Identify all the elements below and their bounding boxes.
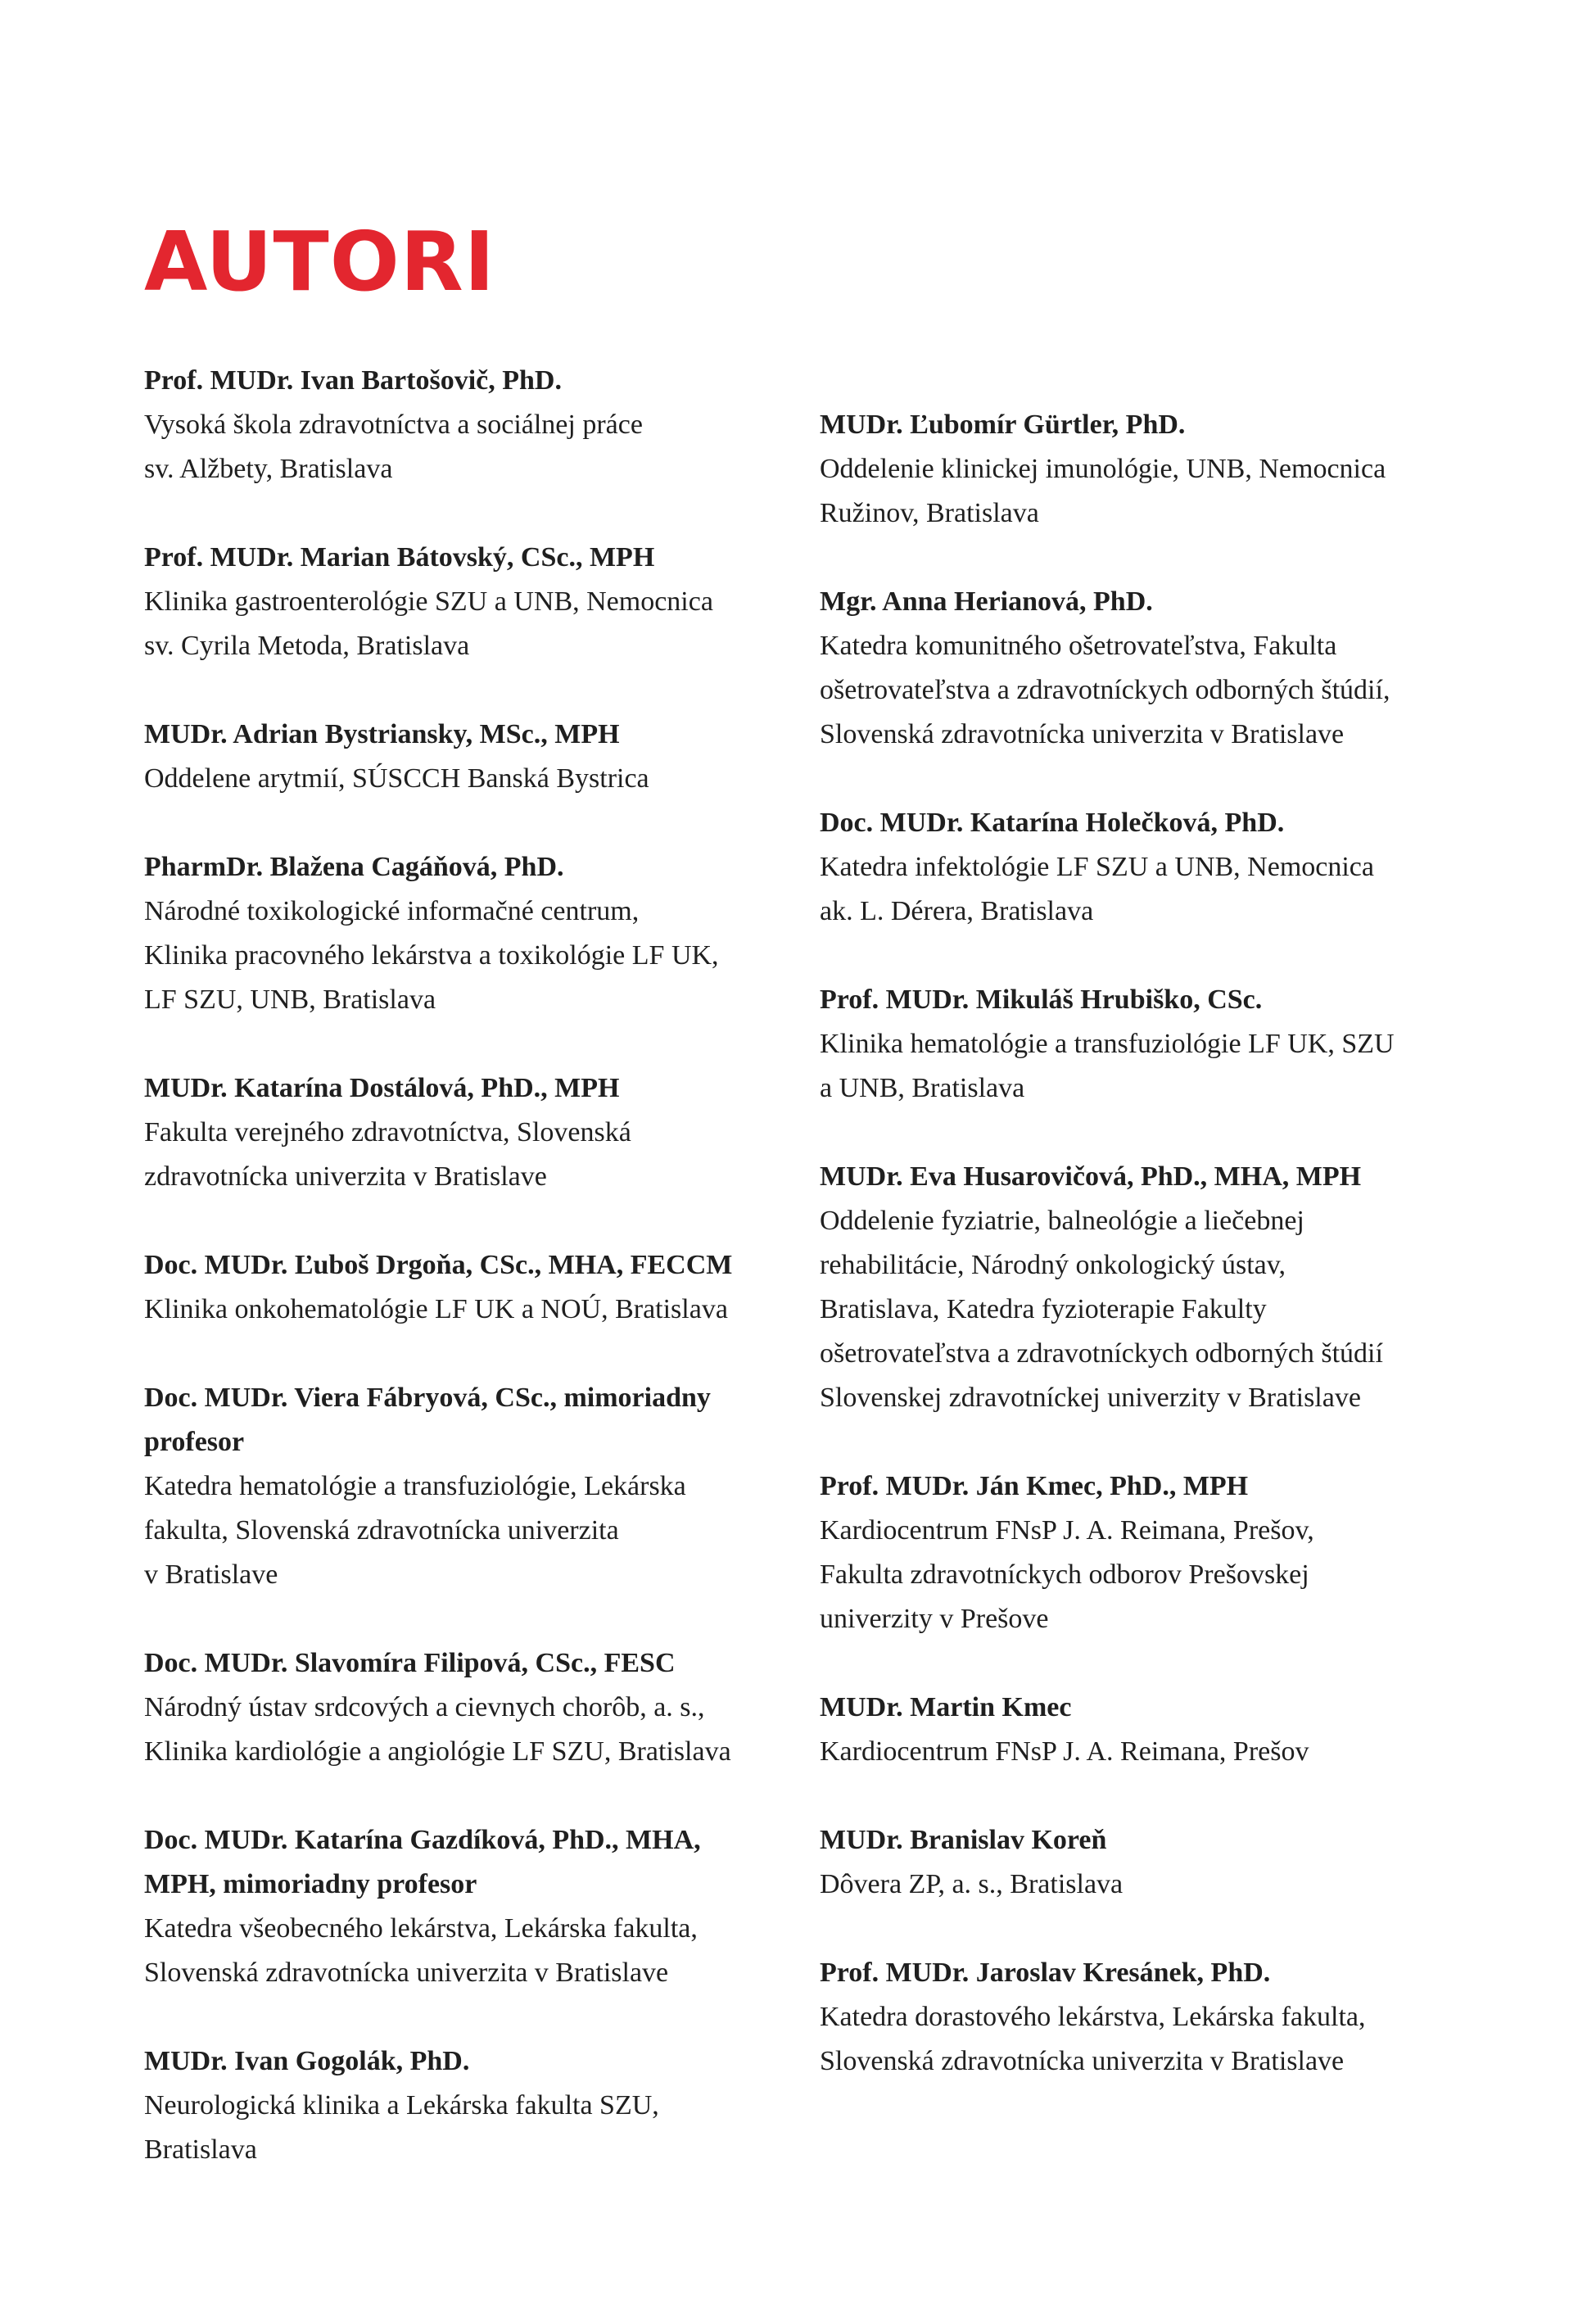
author-entry [144,1641,791,1774]
author-name-line: PharmDr. Blažena Cagáňová, PhD. [144,852,564,882]
author-name-line: Doc. MUDr. Ľuboš Drgoňa, CSc., MHA, FECCM [144,1250,733,1280]
author-affiliation [820,1509,1467,1641]
author-name-line: Prof. MUDr. Ján Kmec, PhD., MPH [820,1471,1249,1501]
author-affiliation-line: Oddelenie klinickej imunológie, UNB, Nemocnica [820,454,1386,484]
author-name [820,1951,1467,1995]
author-affiliation-line: Slovenská zdravotnícka univerzita v Bratislave [820,2046,1345,2076]
author-affiliation-line: Slovenskej zdravotníckej univerzity v Bratislave [820,1383,1361,1413]
author-entry [144,1376,791,1597]
author-name [144,713,791,757]
author-affiliation-line: sv. Alžbety, Bratislava [144,454,393,484]
author-affiliation [144,580,791,668]
author-entry [144,359,791,491]
author-affiliation [820,1730,1467,1774]
author-affiliation [820,1863,1467,1907]
author-name-line: MUDr. Eva Husarovičová, PhD., MHA, MPH [820,1161,1362,1192]
author-affiliation-line: Katedra dorastového lekárstva, Lekárska fakulta, [820,2002,1366,2032]
author-name [820,1464,1467,1509]
author-entry [144,845,791,1022]
author-name-line: Prof. MUDr. Ivan Bartošovič, PhD. [144,365,562,396]
author-entry [144,1066,791,1199]
author-affiliation-line: univerzity v Prešove [820,1604,1049,1634]
author-affiliation [144,757,791,801]
author-name [820,403,1467,447]
author-name-line: Prof. MUDr. Jaroslav Kresánek, PhD. [820,1958,1271,1988]
author-name [144,1243,791,1288]
author-name-line: Doc. MUDr. Katarína Holečková, PhD. [820,808,1285,838]
author-affiliation-line: Bratislava, Katedra fyzioterapie Fakulty [820,1294,1267,1324]
author-affiliation [144,1464,791,1597]
author-name-line: MPH, mimoriadny profesor [144,1869,477,1899]
author-affiliation-line: Klinika pracovného lekárstva a toxikológie LF UK, [144,940,719,971]
author-name-line: MUDr. Martin Kmec [820,1692,1072,1722]
author-name [820,1155,1467,1199]
author-name [144,1376,791,1464]
author-affiliation-line: Klinika kardiológie a angiológie LF SZU, Bratislava [144,1736,731,1767]
author-affiliation-line: v Bratislave [144,1559,278,1590]
author-affiliation-line: Katedra všeobecného lekárstva, Lekárska fakulta, [144,1913,698,1944]
author-affiliation [820,447,1467,536]
author-affiliation-line: Klinika onkohematológie LF UK a NOÚ, Bratislava [144,1294,728,1324]
author-name-line: MUDr. Ivan Gogolák, PhD. [144,2046,470,2076]
author-affiliation-line: rehabilitácie, Národný onkologický ústav, [820,1250,1286,1280]
author-affiliation [820,1022,1467,1111]
author-affiliation-line: Klinika hematológie a transfuziológie LF UK, SZU [820,1029,1395,1059]
author-name-line: Doc. MUDr. Slavomíra Filipová, CSc., FESC [144,1648,676,1678]
author-name [820,1686,1467,1730]
author-entry [144,1243,791,1332]
author-affiliation-line: Fakulta zdravotníckych odborov Prešovskej [820,1559,1309,1590]
right-author-column [820,403,1467,2128]
author-name [144,536,791,580]
author-entry [820,1155,1467,1420]
author-affiliation [820,845,1467,934]
author-affiliation-line: Neurologická klinika a Lekárska fakulta SZU, [144,2090,659,2121]
author-name-line: Mgr. Anna Herianová, PhD. [820,586,1153,617]
author-affiliation-line: LF SZU, UNB, Bratislava [144,984,436,1015]
author-affiliation-line: fakulta, Slovenská zdravotnícka univerzita [144,1515,619,1546]
author-affiliation-line: Klinika gastroenterológie SZU a UNB, Nemocnica [144,586,713,617]
author-entry [144,713,791,801]
author-entry [820,1464,1467,1641]
left-author-column [144,359,791,2216]
author-affiliation-line: ošetrovateľstva a zdravotníckych odborných štúdií, [820,675,1390,705]
author-entry [820,1818,1467,1907]
author-affiliation [144,2084,791,2172]
author-affiliation [144,403,791,491]
author-affiliation [144,1686,791,1774]
author-affiliation-line: sv. Cyrila Metoda, Bratislava [144,631,470,661]
author-entry [144,2039,791,2172]
page-title: AUTORI [144,214,495,310]
author-entry [820,1686,1467,1774]
author-affiliation-line: a UNB, Bratislava [820,1073,1025,1103]
author-affiliation-line: Slovenská zdravotnícka univerzita v Bratislave [820,719,1345,749]
author-name [144,845,791,889]
author-affiliation-line: Národné toxikologické informačné centrum, [144,896,640,926]
author-affiliation [820,624,1467,757]
author-name-line: Prof. MUDr. Mikuláš Hrubiško, CSc. [820,984,1263,1015]
author-name-line: profesor [144,1427,245,1457]
author-affiliation-line: Kardiocentrum FNsP J. A. Reimana, Prešov [820,1736,1309,1767]
author-affiliation-line: Slovenská zdravotnícka univerzita v Bratislave [144,1958,669,1988]
author-affiliation-line: Katedra infektológie LF SZU a UNB, Nemocnica [820,852,1374,882]
author-affiliation-line: Vysoká škola zdravotníctva a sociálnej práce [144,410,643,440]
author-name-line: MUDr. Ľubomír Gürtler, PhD. [820,410,1186,440]
author-affiliation-line: zdravotnícka univerzita v Bratislave [144,1161,547,1192]
author-name [144,1641,791,1686]
author-affiliation-line: Katedra komunitného ošetrovateľstva, Fakulta [820,631,1337,661]
author-name-line: MUDr. Katarína Dostálová, PhD., MPH [144,1073,620,1103]
author-name [820,580,1467,624]
author-affiliation [820,1995,1467,2084]
author-affiliation [144,1907,791,1995]
author-name-line: Doc. MUDr. Katarína Gazdíková, PhD., MHA, [144,1825,701,1855]
author-affiliation [820,1199,1467,1420]
author-affiliation-line: Oddelene arytmií, SÚSCCH Banská Bystrica [144,763,649,794]
author-affiliation-line: Oddelenie fyziatrie, balneológie a liečebnej [820,1206,1304,1236]
author-affiliation [144,1111,791,1199]
author-entry [144,1818,791,1995]
author-name [820,978,1467,1022]
author-affiliation-line: Kardiocentrum FNsP J. A. Reimana, Prešov, [820,1515,1314,1546]
author-entry [820,580,1467,757]
author-entry [820,403,1467,536]
author-affiliation [144,1288,791,1332]
author-name [144,1818,791,1907]
author-name [144,359,791,403]
author-entry [820,801,1467,934]
author-name [144,1066,791,1111]
author-name-line: Doc. MUDr. Viera Fábryová, CSc., mimoriadny [144,1383,711,1413]
author-name-line: MUDr. Branislav Koreň [820,1825,1107,1855]
author-affiliation-line: Katedra hematológie a transfuziológie, Lekárska [144,1471,686,1501]
author-name [820,801,1467,845]
author-name [820,1818,1467,1863]
author-affiliation-line: Dôvera ZP, a. s., Bratislava [820,1869,1124,1899]
author-entry [144,536,791,668]
author-affiliation-line: Národný ústav srdcových a cievnych chorôb, a. s., [144,1692,705,1722]
author-entry [820,978,1467,1111]
author-affiliation-line: Bratislava [144,2134,257,2165]
author-affiliation-line: Ružinov, Bratislava [820,498,1039,528]
author-name-line: Prof. MUDr. Marian Bátovský, CSc., MPH [144,542,655,573]
author-name [144,2039,791,2084]
author-affiliation-line: Fakulta verejného zdravotníctva, Slovenská [144,1117,631,1147]
author-affiliation [144,889,791,1022]
author-name-line: MUDr. Adrian Bystriansky, MSc., MPH [144,719,620,749]
author-entry [820,1951,1467,2084]
author-affiliation-line: ak. L. Dérera, Bratislava [820,896,1094,926]
author-affiliation-line: ošetrovateľstva a zdravotníckych odborných štúdií [820,1338,1383,1369]
